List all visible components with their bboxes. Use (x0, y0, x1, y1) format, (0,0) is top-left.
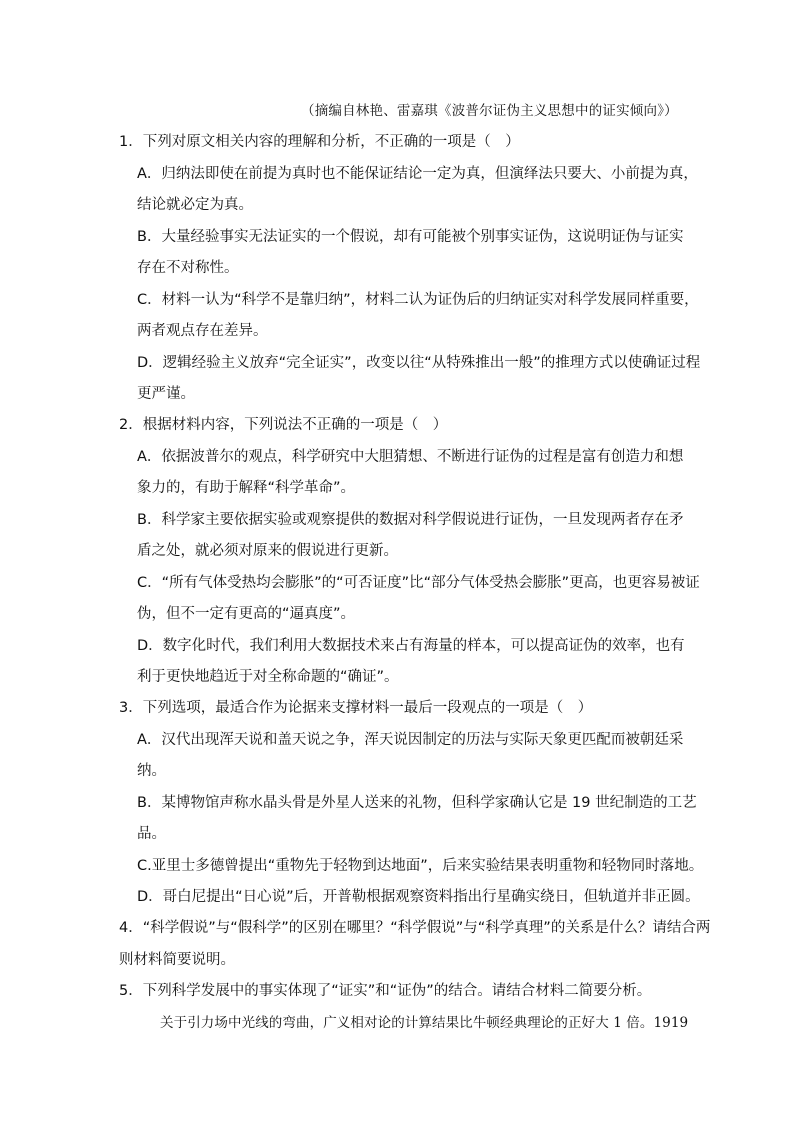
question-2-stem: 2．根据材料内容，下列说法不正确的一项是（ ） (119, 417, 448, 433)
source-citation: （摘编自林艳、雷嘉琪《波普尔证伪主义思想中的证实倾向》） (301, 103, 678, 119)
question-1-option-b: B．大量经验事实无法证实的一个假说，却有可能被个别事实证伪，这说明证伪与证实 (137, 229, 684, 245)
question-3-option-a: A．汉代出现浑天说和盖天说之争，浑天说因制定的历法与实际天象更匹配而被朝廷采 (137, 732, 684, 748)
question-2-option-c-cont: 伪，但不一定有更高的“逼真度”。 (137, 606, 356, 622)
question-1-option-c: C．材料一认为“科学不是靠归纳”，材料二认为证伪后的归纳证实对科学发展同样重要， (137, 292, 699, 308)
question-3-option-c: C.亚里士多德曾提出“重物先于轻物到达地面”，后来实验结果表明重物和轻物同时落地。 (137, 858, 704, 874)
question-2-option-d: D．数字化时代，我们利用大数据技术来占有海量的样本，可以提高证伪的效率，也有 (137, 638, 685, 654)
question-1-option-c-cont: 两者观点存在差异。 (137, 323, 268, 339)
question-1-option-b-cont: 存在不对称性。 (137, 260, 239, 276)
question-1-option-a: A．归纳法即使在前提为真时也不能保证结论一定为真，但演绎法只要大、小前提为真， (137, 166, 698, 182)
question-2-option-c: C．“所有气体受热均会膨胀”的“可否证度”比“部分气体受热会膨胀”更高，也更容易被证 (137, 575, 700, 591)
question-3-option-d: D．哥白尼提出“日心说”后，开普勒根据观察资料指出行星确实绕日，但轨道并非正圆。 (137, 889, 700, 905)
question-3-option-b-cont: 品。 (137, 826, 166, 842)
question-2-option-d-cont: 利于更快地趋近于对全称命题的“确证”。 (137, 669, 399, 685)
question-2-option-a: A．依据波普尔的观点，科学研究中大胆猜想、不断进行证伪的过程是富有创造力和想 (137, 449, 684, 465)
question-1-option-a-cont: 结论就必定为真。 (137, 197, 253, 213)
question-3-option-b: B．某博物馆声称水晶头骨是外星人送来的礼物，但科学家确认它是 19 世纪制造的工艺 (137, 795, 697, 811)
question-2-option-b-cont: 盾之处，就必须对原来的假说进行更新。 (137, 543, 398, 559)
question-2-option-b: B．科学家主要依据实验或观察提供的数据对科学假说进行证伪，一旦发现两者存在矛 (137, 512, 684, 528)
question-3-option-a-cont: 纳。 (137, 763, 166, 779)
question-3-stem: 3．下列选项，最适合作为论据来支撑材料一最后一段观点的一项是（ ） (119, 700, 593, 716)
question-1-option-d-cont: 更严谨。 (137, 386, 195, 402)
footer-excerpt: 关于引力场中光线的弯曲，广义相对论的计算结果比牛顿经典理论的正好大 1 倍。1919 (160, 1015, 689, 1031)
question-5-stem: 5．下列科学发展中的事实体现了“证实”和“证伪”的结合。请结合材料二简要分析。 (119, 983, 652, 999)
question-1-option-d: D．逻辑经验主义放弃“完全证实”，改变以往“从特殊推出一般”的推理方式以使确证过程 (137, 355, 701, 371)
question-4-stem: 4．“科学假说”与“假科学”的区别在哪里？“科学假说”与“科学真理”的关系是什么？请结合两 (119, 920, 711, 936)
question-4-stem-cont: 则材料简要说明。 (119, 952, 235, 968)
question-1-stem: 1．下列对原文相关内容的理解和分析，不正确的一项是（ ） (119, 134, 520, 150)
question-2-option-a-cont: 象力的，有助于解释“科学革命”。 (137, 480, 356, 496)
